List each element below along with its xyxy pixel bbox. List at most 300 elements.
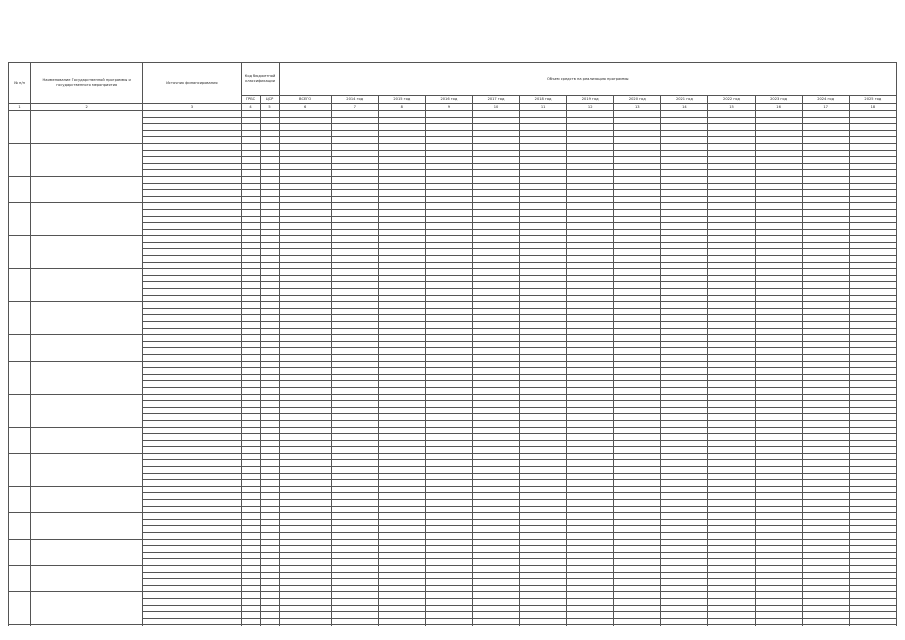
- value-cell: [661, 348, 708, 355]
- value-cell: [755, 256, 802, 263]
- value-cell: [241, 341, 260, 348]
- name-cell: [31, 236, 143, 269]
- value-cell: [331, 460, 378, 467]
- value-cell: [472, 434, 519, 441]
- value-cell: [241, 559, 260, 566]
- value-cell: [661, 176, 708, 183]
- value-cell: [425, 546, 472, 553]
- value-cell: [708, 618, 755, 625]
- value-cell: [849, 111, 896, 118]
- value-cell: [472, 269, 519, 276]
- value-cell: [331, 328, 378, 335]
- value-cell: [708, 486, 755, 493]
- value-cell: [425, 394, 472, 401]
- value-cell: [755, 269, 802, 276]
- col-header-year: 2019 год: [567, 96, 614, 104]
- value-cell: [425, 124, 472, 131]
- value-cell: [472, 249, 519, 256]
- value-cell: [755, 394, 802, 401]
- value-cell: [849, 467, 896, 474]
- value-cell: [260, 111, 279, 118]
- value-cell: [378, 117, 425, 124]
- col-number-cell: 16: [755, 104, 802, 111]
- value-cell: [614, 533, 661, 540]
- value-cell: [260, 500, 279, 507]
- value-cell: [849, 308, 896, 315]
- value-cell: [755, 500, 802, 507]
- value-cell: [241, 328, 260, 335]
- value-cell: [472, 150, 519, 157]
- value-cell: [331, 394, 378, 401]
- value-cell: [520, 130, 567, 137]
- value-cell: [279, 440, 331, 447]
- value-cell: [661, 374, 708, 381]
- value-cell: [708, 348, 755, 355]
- value-cell: [614, 493, 661, 500]
- value-cell: [567, 585, 614, 592]
- value-cell: [567, 328, 614, 335]
- value-cell: [614, 308, 661, 315]
- value-cell: [260, 328, 279, 335]
- source-cell: [143, 256, 241, 263]
- value-cell: [614, 625, 661, 626]
- source-cell: [143, 354, 241, 361]
- value-cell: [802, 480, 849, 487]
- value-cell: [802, 592, 849, 599]
- value-cell: [755, 196, 802, 203]
- value-cell: [661, 618, 708, 625]
- value-cell: [661, 130, 708, 137]
- value-cell: [849, 203, 896, 210]
- value-cell: [378, 467, 425, 474]
- value-cell: [755, 229, 802, 236]
- value-cell: [241, 473, 260, 480]
- value-cell: [520, 176, 567, 183]
- value-cell: [614, 447, 661, 454]
- value-cell: [614, 341, 661, 348]
- value-cell: [331, 282, 378, 289]
- value-cell: [520, 414, 567, 421]
- name-cell: [31, 361, 143, 394]
- value-cell: [755, 209, 802, 216]
- value-cell: [279, 328, 331, 335]
- value-cell: [567, 308, 614, 315]
- value-cell: [425, 170, 472, 177]
- value-cell: [260, 322, 279, 329]
- value-cell: [755, 137, 802, 144]
- source-cell: [143, 111, 241, 118]
- value-cell: [241, 460, 260, 467]
- source-cell: [143, 401, 241, 408]
- source-cell: [143, 414, 241, 421]
- value-cell: [708, 546, 755, 553]
- column-number-row: [9, 104, 897, 111]
- value-cell: [755, 223, 802, 230]
- value-cell: [614, 427, 661, 434]
- source-cell: [143, 348, 241, 355]
- value-cell: [708, 262, 755, 269]
- value-cell: [472, 196, 519, 203]
- name-cell: [31, 203, 143, 236]
- value-cell: [260, 592, 279, 599]
- col-number-cell: 7: [331, 104, 378, 111]
- value-cell: [279, 546, 331, 553]
- value-cell: [279, 289, 331, 296]
- value-cell: [279, 486, 331, 493]
- value-cell: [614, 275, 661, 282]
- value-cell: [260, 585, 279, 592]
- value-cell: [567, 143, 614, 150]
- value-cell: [614, 572, 661, 579]
- value-cell: [378, 381, 425, 388]
- value-cell: [260, 513, 279, 520]
- value-cell: [567, 190, 614, 197]
- value-cell: [802, 374, 849, 381]
- value-cell: [378, 335, 425, 342]
- value-cell: [802, 420, 849, 427]
- source-cell: [143, 183, 241, 190]
- value-cell: [425, 203, 472, 210]
- value-cell: [755, 572, 802, 579]
- value-cell: [425, 190, 472, 197]
- value-cell: [708, 361, 755, 368]
- value-cell: [331, 539, 378, 546]
- value-cell: [849, 328, 896, 335]
- value-cell: [567, 249, 614, 256]
- value-cell: [567, 506, 614, 513]
- value-cell: [279, 361, 331, 368]
- value-cell: [331, 381, 378, 388]
- value-cell: [520, 236, 567, 243]
- value-cell: [755, 117, 802, 124]
- value-cell: [260, 150, 279, 157]
- value-cell: [567, 427, 614, 434]
- value-cell: [614, 473, 661, 480]
- value-cell: [755, 163, 802, 170]
- name-cell: [31, 453, 143, 486]
- value-cell: [260, 480, 279, 487]
- value-cell: [331, 585, 378, 592]
- value-cell: [378, 163, 425, 170]
- value-cell: [472, 223, 519, 230]
- value-cell: [279, 394, 331, 401]
- value-cell: [260, 216, 279, 223]
- value-cell: [378, 289, 425, 296]
- value-cell: [802, 453, 849, 460]
- value-cell: [331, 552, 378, 559]
- value-cell: [755, 190, 802, 197]
- value-cell: [755, 467, 802, 474]
- value-cell: [567, 447, 614, 454]
- value-cell: [279, 381, 331, 388]
- value-cell: [279, 216, 331, 223]
- value-cell: [279, 625, 331, 626]
- value-cell: [708, 143, 755, 150]
- value-cell: [661, 427, 708, 434]
- value-cell: [802, 546, 849, 553]
- value-cell: [567, 625, 614, 626]
- value-cell: [708, 111, 755, 118]
- value-cell: [331, 605, 378, 612]
- value-cell: [260, 526, 279, 533]
- source-cell: [143, 170, 241, 177]
- value-cell: [567, 414, 614, 421]
- num-cell: [9, 539, 31, 565]
- value-cell: [331, 163, 378, 170]
- value-cell: [661, 361, 708, 368]
- value-cell: [567, 137, 614, 144]
- value-cell: [520, 249, 567, 256]
- value-cell: [708, 612, 755, 619]
- value-cell: [567, 374, 614, 381]
- value-cell: [520, 348, 567, 355]
- value-cell: [661, 163, 708, 170]
- value-cell: [260, 262, 279, 269]
- value-cell: [849, 447, 896, 454]
- value-cell: [425, 315, 472, 322]
- col-number-cell: 5: [260, 104, 279, 111]
- value-cell: [802, 473, 849, 480]
- value-cell: [331, 493, 378, 500]
- value-cell: [755, 480, 802, 487]
- value-cell: [802, 295, 849, 302]
- value-cell: [425, 236, 472, 243]
- value-cell: [802, 467, 849, 474]
- value-cell: [849, 486, 896, 493]
- value-cell: [279, 513, 331, 520]
- value-cell: [661, 387, 708, 394]
- value-cell: [849, 552, 896, 559]
- value-cell: [755, 124, 802, 131]
- value-cell: [241, 150, 260, 157]
- value-cell: [520, 361, 567, 368]
- value-cell: [661, 546, 708, 553]
- value-cell: [849, 137, 896, 144]
- value-cell: [425, 157, 472, 164]
- value-cell: [425, 354, 472, 361]
- value-cell: [241, 137, 260, 144]
- value-cell: [661, 256, 708, 263]
- value-cell: [472, 572, 519, 579]
- source-cell: [143, 460, 241, 467]
- value-cell: [331, 124, 378, 131]
- value-cell: [425, 565, 472, 572]
- value-cell: [708, 322, 755, 329]
- value-cell: [755, 506, 802, 513]
- value-cell: [260, 242, 279, 249]
- source-cell: [143, 289, 241, 296]
- source-cell: [143, 559, 241, 566]
- name-cell: [31, 565, 143, 591]
- value-cell: [708, 242, 755, 249]
- value-cell: [472, 519, 519, 526]
- value-cell: [279, 533, 331, 540]
- value-cell: [802, 394, 849, 401]
- value-cell: [241, 157, 260, 164]
- value-cell: [802, 361, 849, 368]
- value-cell: [279, 223, 331, 230]
- value-cell: [802, 427, 849, 434]
- value-cell: [331, 427, 378, 434]
- value-cell: [279, 229, 331, 236]
- value-cell: [614, 407, 661, 414]
- value-cell: [849, 480, 896, 487]
- value-cell: [661, 315, 708, 322]
- value-cell: [331, 229, 378, 236]
- value-cell: [708, 203, 755, 210]
- value-cell: [661, 453, 708, 460]
- value-cell: [802, 137, 849, 144]
- value-cell: [708, 513, 755, 520]
- value-cell: [802, 440, 849, 447]
- source-cell: [143, 163, 241, 170]
- value-cell: [661, 335, 708, 342]
- col-header-num: № п/п: [9, 63, 31, 104]
- name-cell: [31, 625, 143, 626]
- source-cell: [143, 176, 241, 183]
- value-cell: [378, 533, 425, 540]
- value-cell: [755, 236, 802, 243]
- value-cell: [802, 130, 849, 137]
- value-cell: [520, 183, 567, 190]
- value-cell: [472, 585, 519, 592]
- value-cell: [849, 533, 896, 540]
- value-cell: [378, 453, 425, 460]
- col-header-year: 2020 год: [614, 96, 661, 104]
- value-cell: [331, 572, 378, 579]
- value-cell: [755, 335, 802, 342]
- value-cell: [708, 302, 755, 309]
- value-cell: [567, 559, 614, 566]
- col-header-volume: Объем средств на реализацию программы: [279, 63, 896, 96]
- value-cell: [661, 381, 708, 388]
- value-cell: [378, 361, 425, 368]
- value-cell: [614, 209, 661, 216]
- source-cell: [143, 157, 241, 164]
- value-cell: [260, 163, 279, 170]
- value-cell: [241, 111, 260, 118]
- col-number-cell: 11: [520, 104, 567, 111]
- value-cell: [260, 598, 279, 605]
- value-cell: [241, 420, 260, 427]
- value-cell: [331, 480, 378, 487]
- value-cell: [567, 302, 614, 309]
- source-cell: [143, 493, 241, 500]
- value-cell: [802, 401, 849, 408]
- value-cell: [567, 223, 614, 230]
- value-cell: [520, 493, 567, 500]
- value-cell: [241, 368, 260, 375]
- value-cell: [567, 256, 614, 263]
- source-cell: [143, 612, 241, 619]
- source-cell: [143, 295, 241, 302]
- value-cell: [472, 394, 519, 401]
- value-cell: [472, 183, 519, 190]
- value-cell: [661, 308, 708, 315]
- value-cell: [331, 137, 378, 144]
- value-cell: [241, 196, 260, 203]
- value-cell: [567, 163, 614, 170]
- value-cell: [241, 533, 260, 540]
- value-cell: [279, 269, 331, 276]
- source-cell: [143, 130, 241, 137]
- col-header-year: 2017 год: [472, 96, 519, 104]
- value-cell: [472, 539, 519, 546]
- value-cell: [614, 618, 661, 625]
- value-cell: [378, 585, 425, 592]
- value-cell: [331, 249, 378, 256]
- value-cell: [425, 598, 472, 605]
- value-cell: [520, 229, 567, 236]
- value-cell: [567, 513, 614, 520]
- value-cell: [614, 361, 661, 368]
- value-cell: [260, 473, 279, 480]
- value-cell: [472, 592, 519, 599]
- value-cell: [260, 453, 279, 460]
- value-cell: [520, 381, 567, 388]
- value-cell: [614, 546, 661, 553]
- value-cell: [755, 341, 802, 348]
- value-cell: [567, 387, 614, 394]
- source-cell: [143, 434, 241, 441]
- value-cell: [567, 117, 614, 124]
- value-cell: [260, 295, 279, 302]
- value-cell: [331, 374, 378, 381]
- value-cell: [802, 552, 849, 559]
- table-row: [9, 361, 897, 368]
- value-cell: [472, 486, 519, 493]
- value-cell: [378, 282, 425, 289]
- value-cell: [849, 401, 896, 408]
- value-cell: [331, 275, 378, 282]
- value-cell: [661, 513, 708, 520]
- value-cell: [849, 368, 896, 375]
- value-cell: [331, 500, 378, 507]
- value-cell: [378, 308, 425, 315]
- source-cell: [143, 269, 241, 276]
- value-cell: [614, 414, 661, 421]
- value-cell: [260, 203, 279, 210]
- value-cell: [425, 526, 472, 533]
- value-cell: [425, 308, 472, 315]
- value-cell: [755, 612, 802, 619]
- value-cell: [708, 368, 755, 375]
- value-cell: [241, 625, 260, 626]
- value-cell: [661, 203, 708, 210]
- name-cell: [31, 111, 143, 144]
- value-cell: [279, 414, 331, 421]
- value-cell: [378, 618, 425, 625]
- value-cell: [802, 223, 849, 230]
- value-cell: [472, 282, 519, 289]
- value-cell: [802, 513, 849, 520]
- value-cell: [567, 592, 614, 599]
- value-cell: [520, 605, 567, 612]
- value-cell: [614, 605, 661, 612]
- value-cell: [260, 236, 279, 243]
- value-cell: [614, 552, 661, 559]
- col-number-cell: 13: [614, 104, 661, 111]
- value-cell: [378, 150, 425, 157]
- value-cell: [661, 236, 708, 243]
- value-cell: [472, 427, 519, 434]
- value-cell: [425, 618, 472, 625]
- value-cell: [567, 519, 614, 526]
- num-cell: [9, 269, 31, 302]
- value-cell: [279, 315, 331, 322]
- value-cell: [755, 381, 802, 388]
- value-cell: [849, 506, 896, 513]
